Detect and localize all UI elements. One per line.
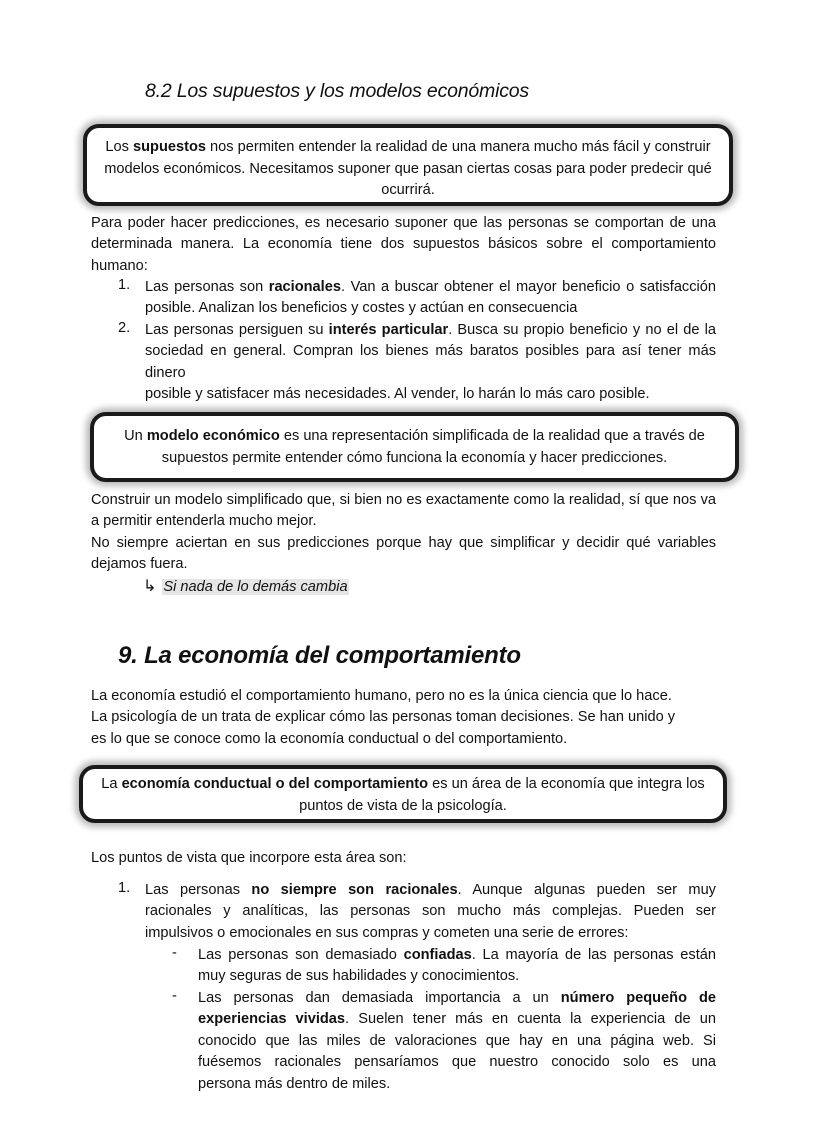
- sub-item-confiadas: Las personas son demasiado confiadas. La mayoría de las personas están muy seguras de sus habilidades y conocimientos.: [198, 947, 716, 985]
- box1-line3: ocurrirá.: [381, 182, 435, 198]
- term-numero-pequeno: número pequeño de: [560, 990, 716, 1006]
- modelo-economico-definition-box: [90, 412, 739, 482]
- term-no-siempre-racionales: no siempre son racionales: [251, 882, 458, 898]
- ceteris-paribus-note: [143, 576, 349, 596]
- term-economia-conductual: economía conductual o del comportamiento: [121, 776, 429, 792]
- box1-line2: modelos económicos. Necesitamos suponer que pasan ciertas cosas para poder predecir qué: [104, 160, 712, 177]
- box1-line1: Los supuestos nos permiten entender la realidad de una manera mucho más fácil y construir: [105, 139, 711, 155]
- dash-2: -: [172, 988, 177, 1004]
- box3-line2: puntos de vista de la psicología.: [299, 797, 507, 814]
- box3-line1: La economía conductual o del comportamiento es un área de la economía que integra los: [101, 776, 705, 792]
- term-modelo-economico: modelo económico: [146, 428, 280, 444]
- points-intro: Los puntos de vista que incorpore esta área son:: [91, 850, 407, 866]
- term-supuestos: supuestos: [133, 139, 206, 155]
- modelo-paragraph: Construir un modelo simplificado que, si bien no es exactamente como la realidad, sí que nos va a permitir entenderla mucho mejor. No siempre aciertan en sus predicciones porque hay que simplificar y decidir qué variables dejamos fuera.: [91, 492, 716, 573]
- list-item-no-siempre-racionales: Las personas no siempre son racionales. Aunque algunas pueden ser muy racionales y analíticas, las personas son mucho más complejas. Pueden ser impulsivos o emocionales en sus compras y cometen una serie de errores:: [145, 882, 716, 941]
- return-arrow-icon: ↳: [143, 578, 157, 595]
- highlighted-note-text: Si nada de lo demás cambia: [163, 579, 348, 595]
- supuestos-intro-paragraph: Para poder hacer predicciones, es necesario suponer que las personas se comportan de una determinada manera. La economía tiene dos supuestos básicos sobre el comportamiento humano:: [91, 215, 716, 274]
- section-9-heading: 9. La economía del comportamiento: [118, 642, 521, 669]
- section-8-2-heading: 8.2 Los supuestos y los modelos económicos: [145, 80, 529, 102]
- behavioral-economics-intro: La economía estudió el comportamiento humano, pero no es la única ciencia que lo hace. La psicología de un trata de explicar cómo las personas toman decisiones. Se han unido y es lo que se conoce como la economía conductual o del comportamiento.: [91, 688, 676, 747]
- list-number-1: 1.: [118, 277, 131, 293]
- list-number-2: 2.: [118, 320, 131, 336]
- term-experiencias-vividas: experiencias vividas: [198, 1011, 346, 1028]
- supuestos-definition-box: [83, 124, 733, 206]
- economia-conductual-definition-box: [79, 765, 727, 823]
- list-number-9-1: 1.: [118, 880, 131, 896]
- sub-item-experiencias-vividas: Las personas dan demasiada importancia a un número pequeño de experiencias vividas. Suelen tener más en cuenta la experiencia de un conocido que las miles de valoraciones que hay en una página web. Si fuésemos racionales pensaríamos que nuestro conocido solo es una persona más dentro de miles.: [198, 990, 716, 1092]
- box2-line1: Un modelo económico es una representación simplificada de la realidad que a través de: [124, 428, 705, 444]
- term-interes-particular: interés particular: [328, 322, 449, 338]
- term-racionales: racionales: [268, 279, 341, 295]
- box2-line2: supuestos permite entender cómo funciona la economía y hacer predicciones.: [161, 449, 668, 466]
- dash-1: -: [172, 945, 177, 961]
- term-confiadas: confiadas: [403, 947, 472, 963]
- list-item-racionales: Las personas son racionales. Van a buscar obtener el mayor beneficio o satisfacción posible. Analizan los beneficios y costes y actúan en consecuencia: [145, 279, 716, 317]
- list-item-interes-particular: Las personas persiguen su interés particular. Busca su propio beneficio y no el de la sociedad en general. Compran los bienes más baratos posibles para así tener más dinero posible y satisfacer más necesidades. Al vender, lo harán lo más caro posible.: [145, 322, 716, 403]
